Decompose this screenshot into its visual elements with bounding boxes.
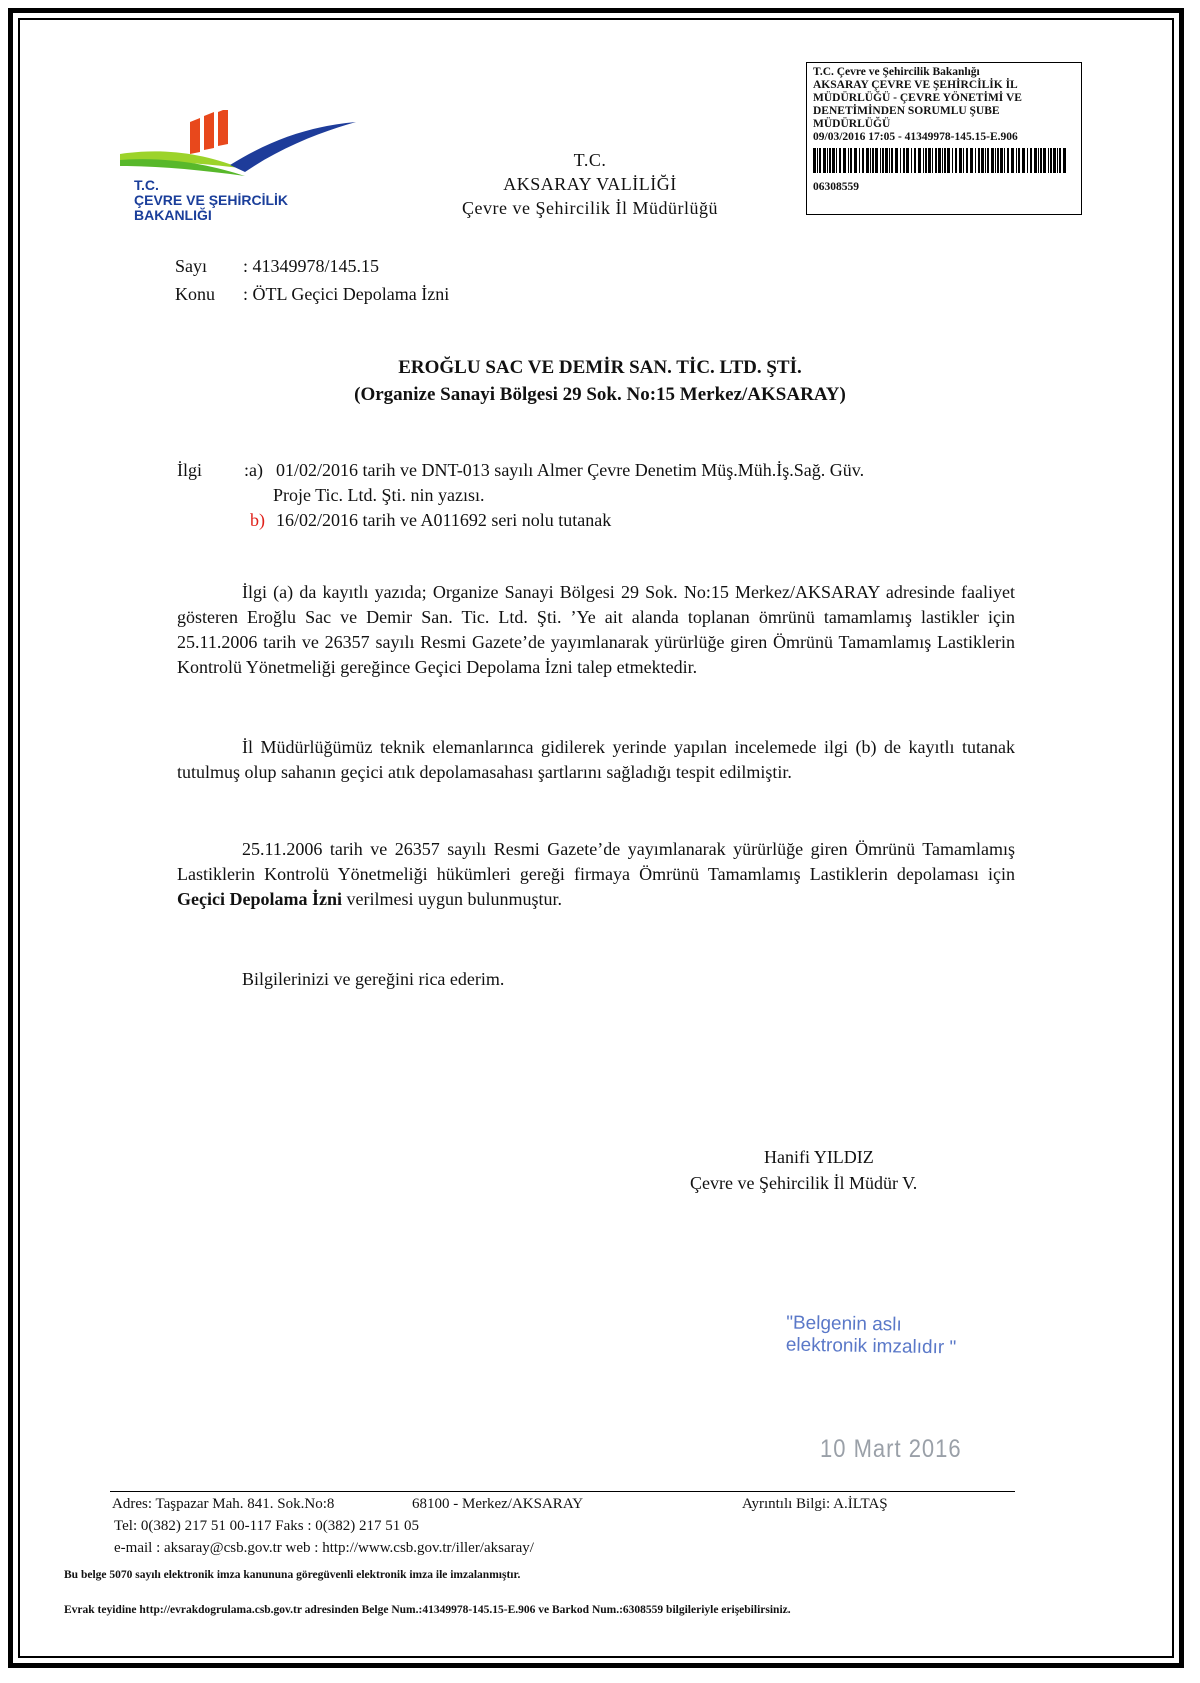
- header-tc: T.C.: [573, 150, 607, 170]
- header-governorship: AKSARAY VALİLİĞİ: [503, 174, 677, 194]
- ministry-logo: [120, 110, 360, 230]
- konu-label: Konu: [175, 284, 215, 304]
- footer-detail-contact: Ayrıntılı Bilgi: A.İLTAŞ: [742, 1496, 888, 1512]
- stamp-line-3: MÜDÜRLÜĞÜ - ÇEVRE YÖNETİMİ VE: [813, 92, 1022, 104]
- p3-text-start: 25.11.2006 tarih ve 26357 sayılı Resmi Gazete’de yayımlanarak yürürlüğe giren Ömrünü Tamamlamış Lastiklerin Kontrolü Yönetmeliği hükümleri gereği firmaya Ömrünü Tamamlamış Lastiklerin depolaması için: [177, 839, 1015, 884]
- ilgi-b-line: 16/02/2016 tarih ve A011692 seri nolu tutanak: [276, 510, 612, 530]
- esign-line-1: "Belgenin aslı: [786, 1312, 902, 1336]
- logo-line-ministry: ÇEVRE VE ŞEHİRCİLİK: [134, 192, 289, 208]
- ilgi-a-prefix: :a): [244, 460, 263, 480]
- footer-email-web: e-mail : aksaray@csb.gov.tr web : http://www.csb.gov.tr/iller/aksaray/: [114, 1540, 534, 1556]
- document-meta: [175, 252, 449, 308]
- date-stamp: 10 Mart 2016: [820, 1434, 962, 1463]
- signer-name: Hanifi YILDIZ: [764, 1147, 874, 1167]
- footer-legal-note: Bu belge 5070 sayılı elektronik imza kanununa göregüvenli elektronik imza ile imzalanmıştır.: [64, 1569, 521, 1581]
- konu-value: : ÖTL Geçici Depolama İzni: [243, 284, 450, 304]
- ilgi-b-prefix: b): [250, 510, 265, 530]
- header-directorate: Çevre ve Şehircilik İl Müdürlüğü: [462, 198, 718, 218]
- footer-verification-note: Evrak teyidine http://evrakdogrulama.csb.gov.tr adresinden Belge Num.:41349978-145.15-E.906 ve Barkod Num.:6308559 bilgileriyle erişebilirsiniz.: [64, 1604, 791, 1616]
- footer-divider: [110, 1491, 1015, 1492]
- barcode-number: 06308559: [813, 181, 859, 193]
- ilgi-a-line-1: 01/02/2016 tarih ve DNT-013 sayılı Almer Çevre Denetim Müş.Müh.İş.Sağ. Güv.: [276, 460, 865, 480]
- addressee-address: (Organize Sanayi Bölgesi 29 Sok. No:15 Merkez/AKSARAY): [354, 384, 846, 405]
- ilgi-label: İlgi: [177, 460, 202, 480]
- stamp-line-4: DENETİMİNDEN SORUMLU ŞUBE: [813, 105, 1000, 117]
- stamp-line-6: 09/03/2016 17:05 - 41349978-145.15-E.906: [813, 131, 1018, 143]
- letterhead: [430, 148, 750, 220]
- logo-line-bakanlik: BAKANLIĞI: [134, 207, 212, 223]
- stamp-line-1: T.C. Çevre ve Şehircilik Bakanlığı: [813, 66, 980, 78]
- signer-title: Çevre ve Şehircilik İl Müdür V.: [690, 1173, 918, 1193]
- p3-bold-permit: Geçici Depolama İzni: [177, 889, 342, 909]
- sayi-value: : 41349978/145.15: [243, 256, 380, 276]
- registry-stamp: [806, 62, 1082, 215]
- footer-address: Adres: Taşpazar Mah. 841. Sok.No:8: [112, 1496, 335, 1512]
- stamp-line-2: AKSARAY ÇEVRE VE ŞEHİRCİLİK İL: [813, 79, 1018, 91]
- addressee: [160, 354, 1040, 408]
- ministry-emblem-icon: [120, 110, 360, 180]
- p3-text-end: verilmesi uygun bulunmuştur.: [341, 889, 562, 909]
- body-paragraph-3: [177, 837, 1015, 912]
- stamp-line-5: MÜDÜRLÜĞÜ: [813, 118, 891, 130]
- body-paragraph-1: İlgi (a) da kayıtlı yazıda; Organize Sanayi Bölgesi 29 Sok. No:15 Merkez/AKSARAY adresinde faaliyet gösteren Eroğlu Sac ve Demir San. Tic. Ltd. Şti. ’Ye ait alanda toplanan ömrünü tamamlamış lastikler için 25.11.2006 tarih ve 26357 sayılı Resmi Gazete’de yayımlanarak yürürlüğe giren Ömrünü Tamamlamış Lastiklerin Kontrolü Yönetmeliği gereğince Geçici Depolama İzni talep etmektedir.: [177, 582, 1015, 677]
- addressee-name: EROĞLU SAC VE DEMİR SAN. TİC. LTD. ŞTİ.: [398, 357, 802, 378]
- body-paragraph-2: İl Müdürlüğümüz teknik elemanlarınca gidilerek yerinde yapılan incelemede ilgi (b) de kayıtlı tutanak tutulmuş olup sahanın geçici atık depolamasahası şartlarını sağladığı tespit edilmiştir.: [177, 737, 1015, 782]
- sayi-label: Sayı: [175, 256, 208, 276]
- footer-phone: Tel: 0(382) 217 51 00-117 Faks : 0(382) 217 51 05: [114, 1518, 420, 1534]
- body-paragraph-4: Bilgilerinizi ve gereğini rica ederim.: [242, 969, 505, 989]
- esign-line-2: elektronik imzalıdır ": [785, 1334, 957, 1359]
- ilgi-a-line-2: Proje Tic. Ltd. Şti. nin yazısı.: [273, 485, 485, 505]
- footer-postcode: 68100 - Merkez/AKSARAY: [412, 1496, 584, 1512]
- signature-block: [690, 1144, 1010, 1196]
- logo-line-tc: T.C.: [134, 177, 159, 193]
- barcode-icon: [813, 148, 1069, 173]
- electronic-signature-stamp: [786, 1313, 957, 1360]
